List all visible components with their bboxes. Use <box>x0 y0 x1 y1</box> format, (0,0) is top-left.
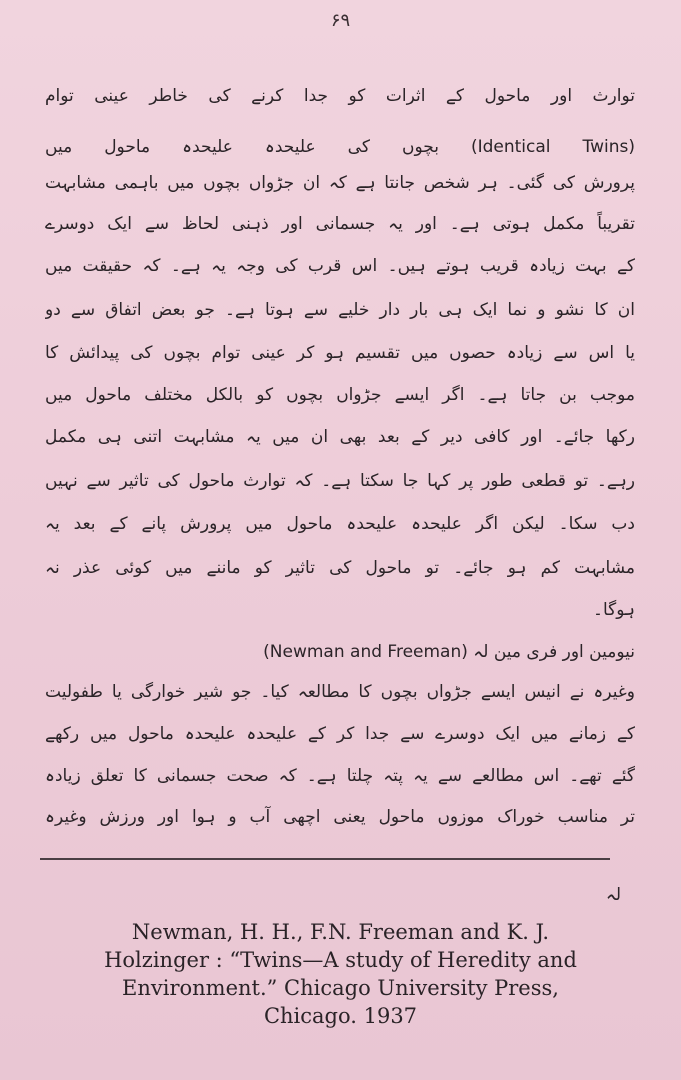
footnote-line: Newman, H. H., F.N. Freeman and K. J. <box>131 920 550 944</box>
text-line: ہوگا۔ <box>593 600 635 620</box>
text-line: کے بہت زیادہ قریب ہوتے ہیں۔ اس قرب کی وجہ یہ ہے۔ کہ حقیقت میں <box>45 256 635 276</box>
text-line: مشابہت کم ہو جائے۔ تو ماحول کی تاثیر کو ماننے میں کوئی عذر نہ <box>45 558 635 578</box>
text-line: تقریباً مکمل ہوتی ہے۔ اور یہ جسمانی اور ذہنی لحاظ سے ایک دوسرے <box>45 214 635 234</box>
text-line: ان کا نشو و نما ایک ہی بار دار خلیے سے ہوتا ہے۔ جو بعض اتفاق سے دو <box>45 300 635 320</box>
text-line: رکھا جائے۔ اور کافی دیر کے بعد بھی ان میں یہ مشابہت اتنی ہی مکمل <box>45 427 635 447</box>
footnote <box>0 918 681 1030</box>
text-line: توارث اور ماحول کے اثرات کو جدا کرنے کی خاطر عینی توام <box>45 86 635 106</box>
footnote-line: Environment.” Chicago University Press, <box>122 976 559 1000</box>
text-line: تر مناسب خوراک موزوں ماحول یعنی اچھی آب و ہوا اور ورزش وغیرہ <box>45 807 635 827</box>
text-line: وغیرہ نے انیس ایسے جڑواں بچوں کا مطالعہ کیا۔ جو شیر خوارگی یا طفولیت <box>45 682 635 702</box>
text-line: رہے۔ تو قطعی طور پر کہا جا سکتا ہے۔ کہ توارث ماحول کی تاثیر سے نہیں <box>45 471 635 491</box>
text-line: گئے تھے۔ اس مطالعے سے یہ پتہ چلتا ہے۔ کہ صحت جسمانی کا تعلق زیادہ <box>45 766 635 786</box>
footnote-line: Chicago. 1937 <box>263 1004 418 1028</box>
footnote-divider <box>40 858 610 860</box>
footnote-marker: لہ <box>605 885 621 905</box>
text-line: کے زمانے میں ایک دوسرے سے جدا کر کے علیحدہ علیحدہ ماحول میں رکھے <box>45 724 635 744</box>
text-line: یا اس سے زیادہ حصوں میں تقسیم ہو کر عینی توام بچوں کی پیدائش کا <box>45 343 635 363</box>
text-line: موجب بن جاتا ہے۔ اگر ایسے جڑواں بچوں کو بالکل مختلف ماحول میں <box>45 385 635 405</box>
text-line: دب سکا۔ لیکن اگر علیحدہ علیحدہ ماحول میں پرورش پانے کے بعد یہ <box>45 514 635 534</box>
text-line: نیومین اور فری مین لہ (Newman and Freeman) <box>263 642 635 662</box>
text-line: (Identical Twins) بچوں کی علیحدہ علیحدہ ماحول میں <box>45 137 635 157</box>
text-line: پرورش کی گئی۔ ہر شخص جانتا ہے کہ ان جڑواں بچوں میں باہمی مشابہت <box>45 173 635 193</box>
page-number: ۶۹ <box>330 10 351 31</box>
footnote-line: Holzinger : “Twins—A study of Heredity and <box>104 948 577 972</box>
